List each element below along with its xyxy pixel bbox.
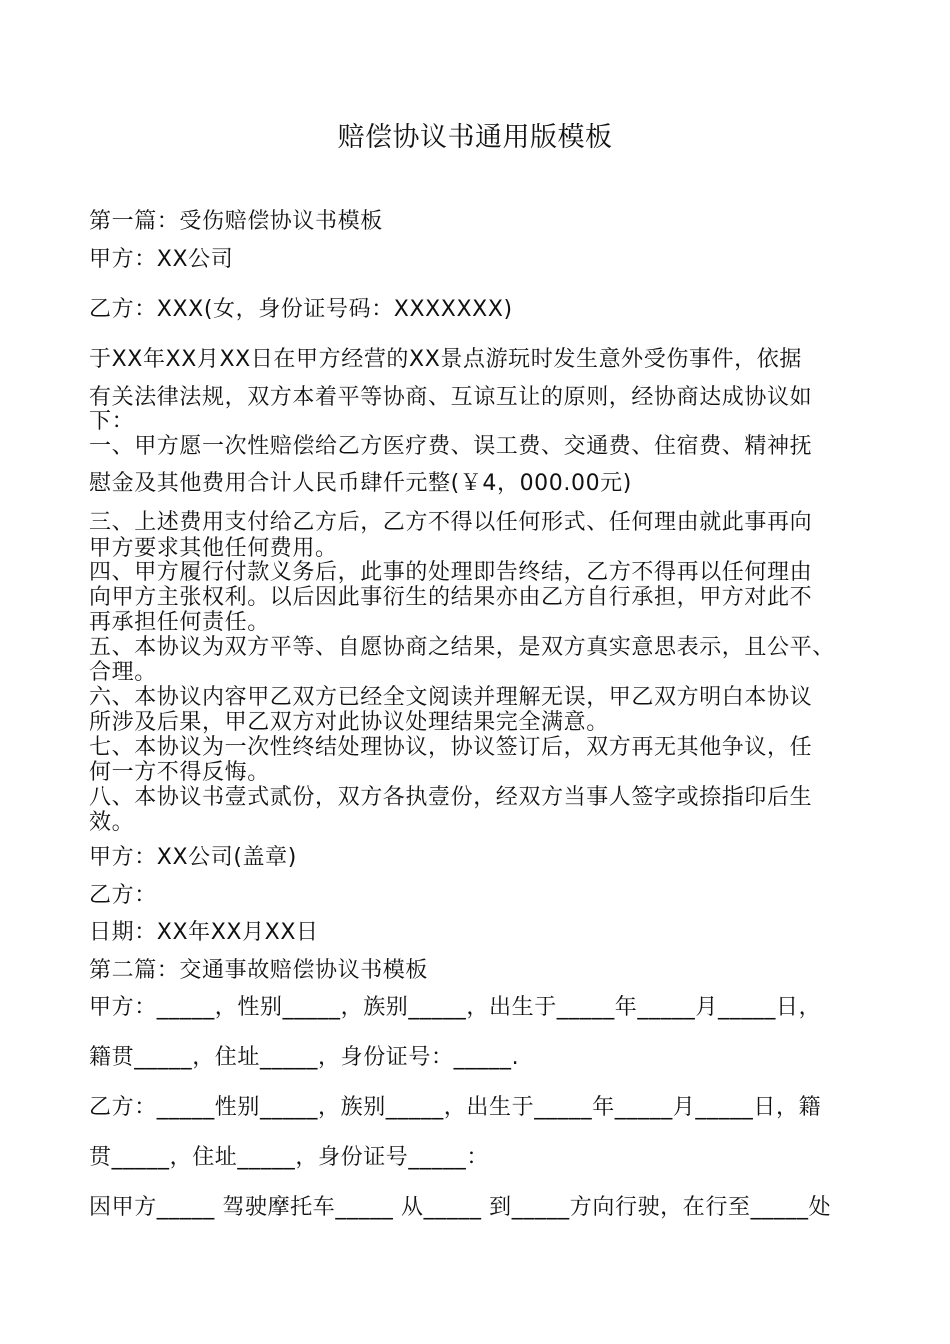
clause-line: 四、甲方履行付款义务后，此事的处理即告终结，乙方不得再以任何理由 [89, 560, 813, 585]
clause-line: 一、甲方愿一次性赔偿给乙方医疗费、误工费、交通费、住宿费、精神抚 [89, 434, 813, 459]
form-line: 乙方：_____性别_____，族别_____，出生于_____年_____月_____日，籍 [89, 1095, 822, 1120]
form-line: 甲方：_____，性别_____，族别_____，出生于_____年_____月_____日， [89, 995, 822, 1020]
document-title: 赔偿协议书通用版模板 [337, 122, 613, 153]
clause-line: 甲方要求其他任何费用。 [89, 536, 338, 561]
signature-party-b: 乙方： [89, 883, 157, 908]
body-line: 于XX年XX月XX日在甲方经营的XX景点游玩时发生意外受伤事件，依据 [89, 347, 802, 372]
clause-line: 慰金及其他费用合计人民币肆仟元整(￥4，000.00元) [89, 471, 632, 496]
body-line: 下： [89, 409, 135, 434]
clause-line: 效。 [89, 810, 135, 835]
body-line: 有关法律法规，双方本着平等协商、互谅互让的原则，经协商达成协议如 [89, 385, 813, 410]
clause-line: 六、本协议内容甲乙双方已经全文阅读并理解无误，甲乙双方明白本协议 [89, 685, 813, 710]
form-line: 籍贯_____，住址_____，身份证号：_____. [89, 1045, 520, 1070]
form-line: 贯_____，住址_____，身份证号_____： [89, 1145, 490, 1170]
party-b-line: 乙方：XXX(女，身份证号码：XXXXXXX) [89, 297, 513, 322]
section-heading-1: 第一篇：受伤赔偿协议书模板 [89, 209, 383, 234]
clause-line: 何一方不得反悔。 [89, 760, 270, 785]
signature-party-a: 甲方：XX公司(盖章) [89, 845, 297, 870]
clause-line: 合理。 [89, 660, 157, 685]
clause-line: 三、上述费用支付给乙方后，乙方不得以任何形式、任何理由就此事再向 [89, 510, 813, 535]
clause-line: 五、本协议为双方平等、自愿协商之结果，是双方真实意思表示，且公平、 [89, 635, 835, 660]
clause-line: 再承担任何责任。 [89, 610, 270, 635]
signature-date: 日期：XX年XX月XX日 [89, 920, 319, 945]
clause-line: 向甲方主张权利。以后因此事衍生的结果亦由乙方自行承担，甲方对此不 [89, 585, 813, 610]
clause-line: 所涉及后果，甲乙双方对此协议处理结果完全满意。 [89, 710, 609, 735]
form-line: 因甲方_____ 驾驶摩托车_____ 从_____ 到_____方向行驶，在行至_____处 [89, 1195, 832, 1220]
section-heading-2: 第二篇：交通事故赔偿协议书模板 [89, 958, 429, 983]
clause-line: 八、本协议书壹式贰份，双方各执壹份，经双方当事人签字或捺指印后生 [89, 785, 813, 810]
clause-line: 七、本协议为一次性终结处理协议，协议签订后，双方再无其他争议，任 [89, 735, 813, 760]
party-a-line: 甲方：XX公司 [89, 247, 234, 272]
